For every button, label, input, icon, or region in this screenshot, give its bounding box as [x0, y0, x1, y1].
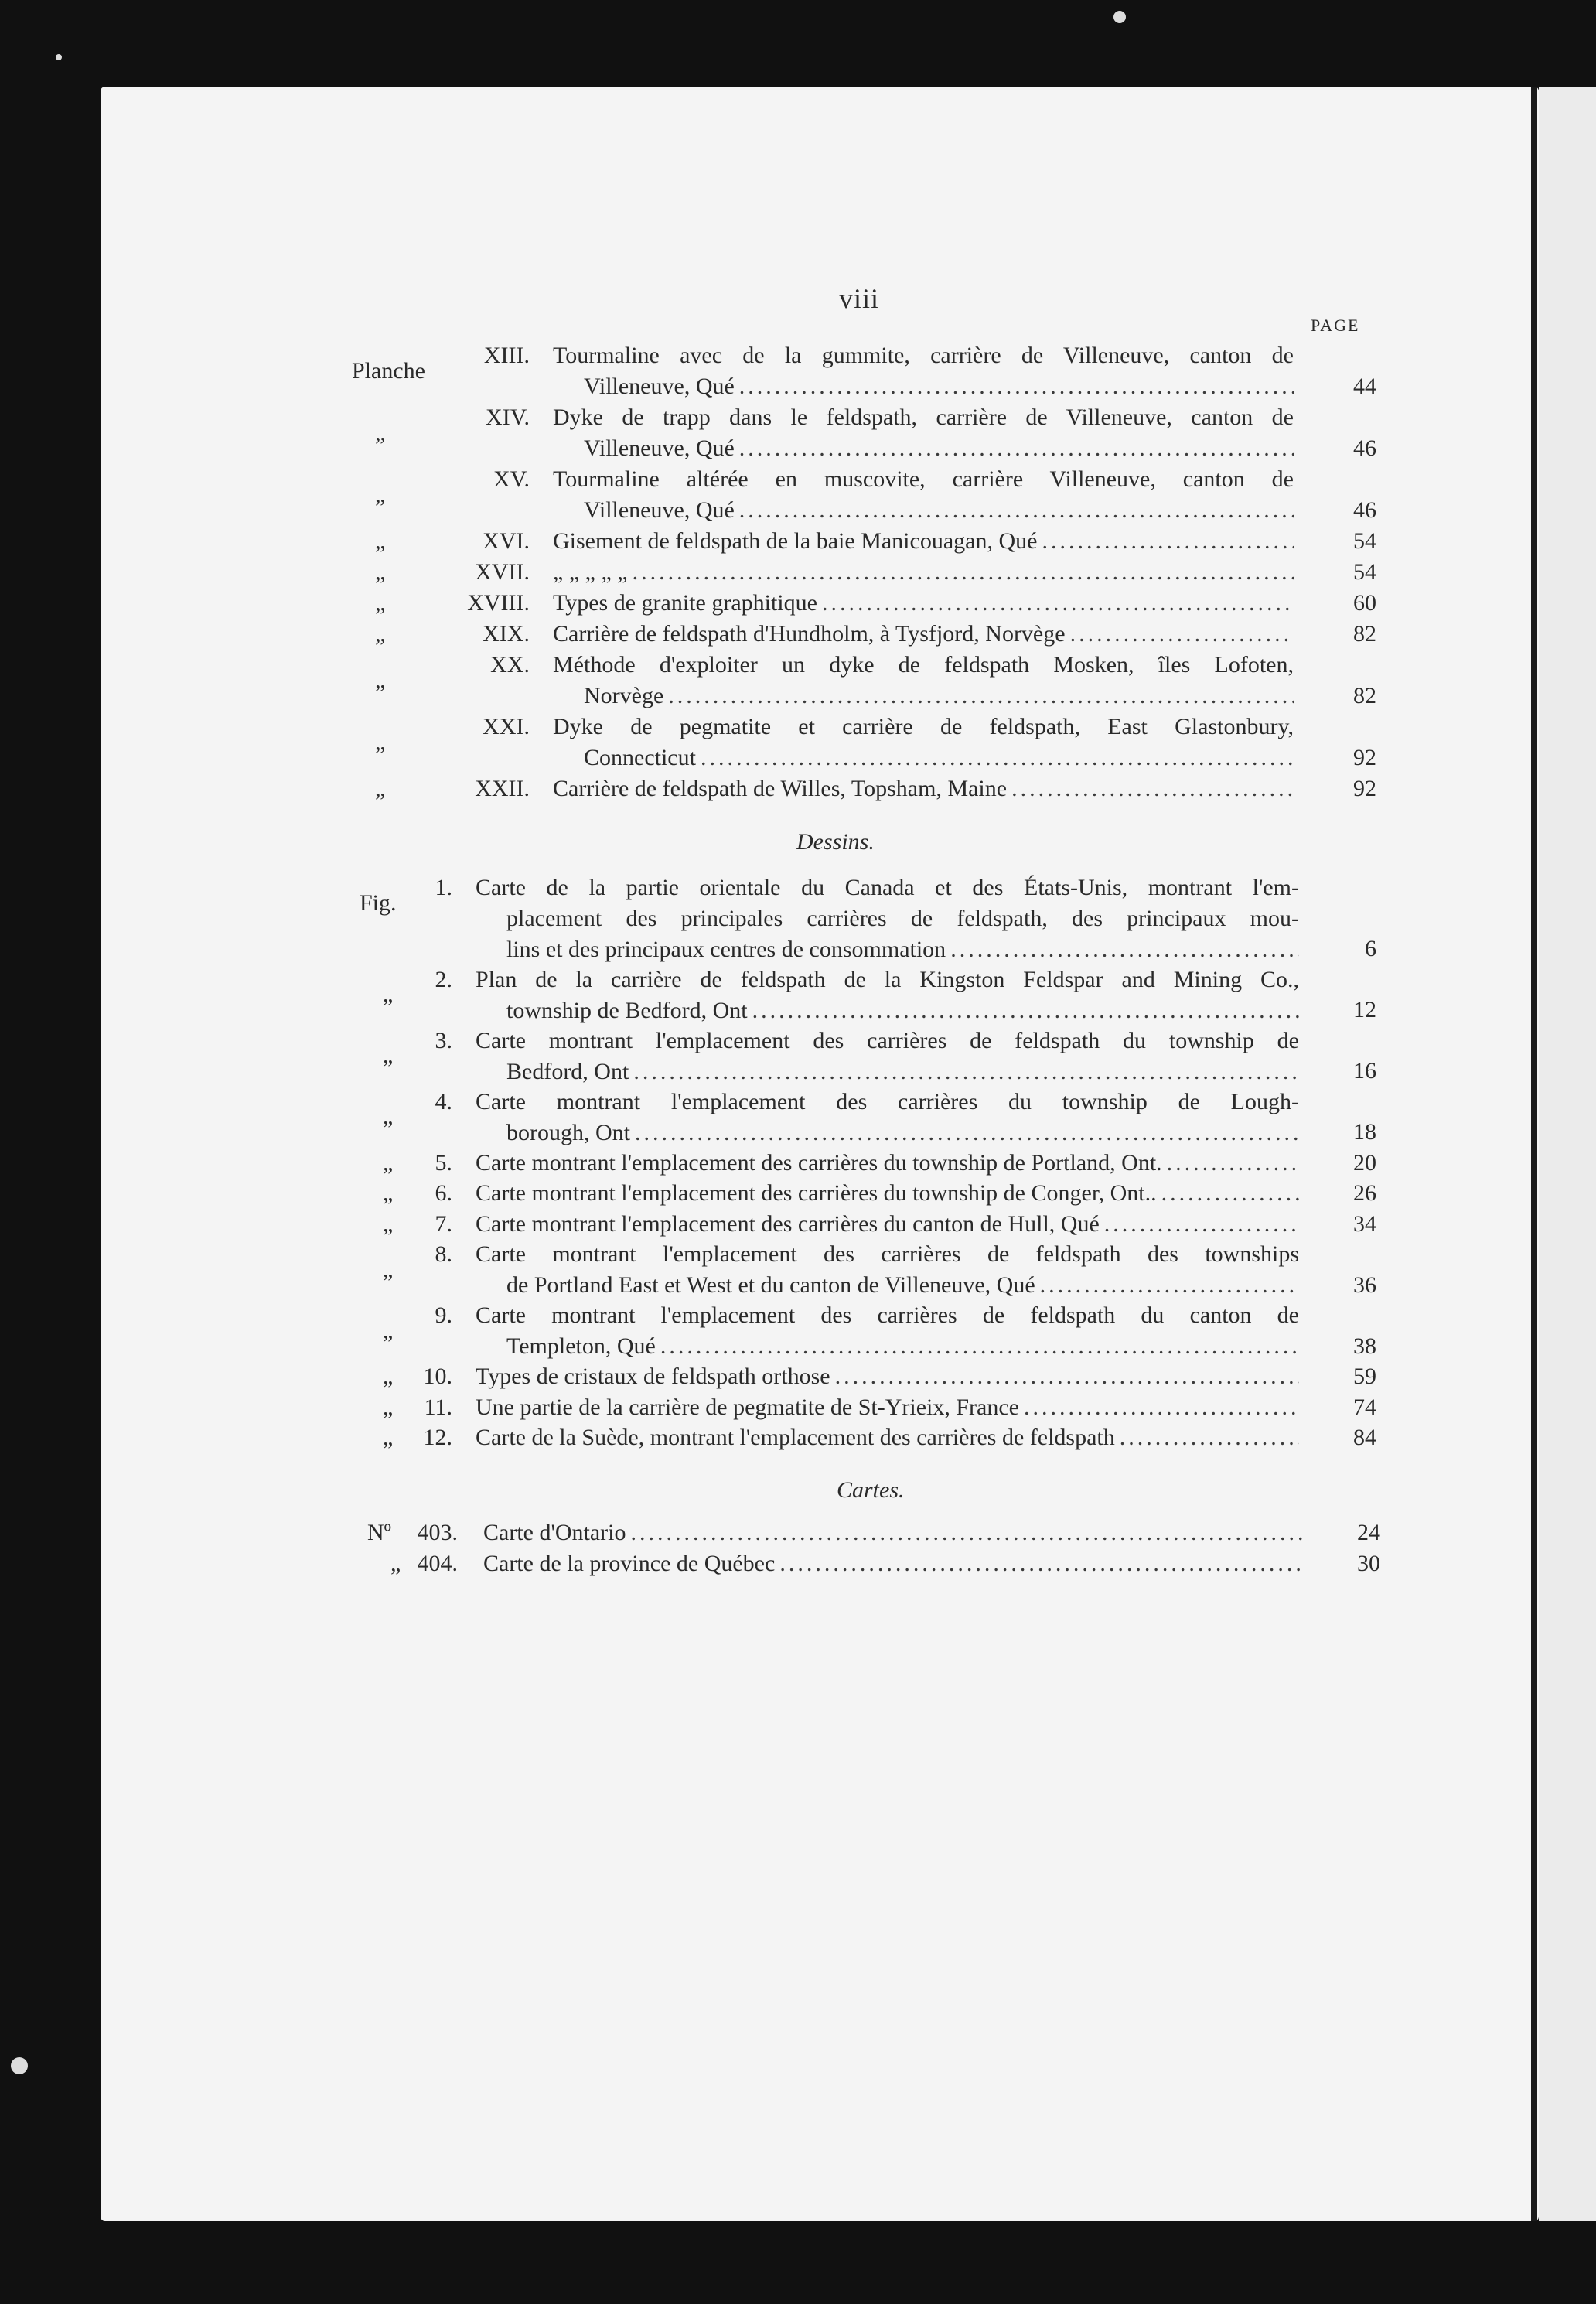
entry-title-text: Carte montrant l'emplacement des carrières du township de Portland, Ont. — [476, 1149, 1162, 1176]
entry-label: „ — [375, 590, 386, 616]
entry-number: 3. — [435, 1027, 452, 1053]
entry-label: „ — [375, 420, 386, 445]
entry-title-text: Tourmaline altérée en muscovite, carrière Villeneuve, canton de — [553, 466, 1294, 492]
entry-title-line — [476, 1361, 1299, 1392]
entry-title-text: Carte montrant l'emplacement des carrières de feldspath du township de — [476, 1027, 1299, 1053]
entry-title-line — [553, 402, 1294, 433]
entry-label: „ — [375, 559, 386, 585]
toc-entry — [0, 1026, 1596, 1087]
entry-page-number: 46 — [1353, 435, 1376, 461]
entry-number: 5. — [435, 1149, 452, 1176]
entry-title-line — [553, 433, 1294, 464]
entry-title-line — [553, 712, 1294, 742]
entry-label: „ — [383, 1425, 394, 1450]
entry-title-line — [553, 495, 1294, 526]
entry-title-line — [476, 934, 1299, 965]
dot-leader — [1037, 526, 1294, 557]
toc-entry — [0, 1361, 1596, 1392]
entry-title-line — [476, 903, 1299, 934]
dot-leader — [1100, 1209, 1299, 1240]
toc-entry — [0, 1517, 1596, 1548]
entry-title-text: Connecticut — [584, 745, 696, 770]
entry-title-text: de Portland East et West et du canton de Villeneuve, Qué — [506, 1272, 1035, 1298]
toc-entry — [0, 464, 1596, 526]
entry-title-text: borough, Ont — [506, 1119, 630, 1145]
entry-title-text: Norvège — [584, 683, 664, 708]
entry-title — [476, 1239, 1299, 1301]
entry-title-line — [476, 1270, 1299, 1301]
entry-number: 8. — [435, 1241, 452, 1267]
dot-leader — [663, 681, 1294, 712]
entry-title-line — [553, 742, 1294, 773]
dot-leader — [1115, 1422, 1299, 1453]
entry-title-text: Une partie de la carrière de pegmatite de St-Yrieix, France — [476, 1394, 1019, 1420]
entry-title-text: Tourmaline avec de la gummite, carrière de Villeneuve, canton de — [553, 343, 1294, 368]
dot-leader — [630, 1118, 1299, 1149]
entry-number: 404. — [417, 1551, 458, 1576]
entry-page-number: 30 — [1357, 1551, 1380, 1576]
toc-entry — [0, 526, 1596, 557]
entry-title-line — [553, 773, 1294, 804]
entry-title-line — [553, 619, 1294, 650]
entry-title-text: Carrière de feldspath de Willes, Topsham, Maine — [553, 776, 1008, 801]
entry-number: 4. — [435, 1088, 452, 1114]
entry-title — [476, 1178, 1299, 1209]
entry-number: 403. — [417, 1520, 458, 1545]
entry-number: 11. — [424, 1394, 452, 1420]
entry-title-text: lins et des principaux centres de consommation — [506, 937, 946, 962]
entry-title — [553, 712, 1294, 773]
entry-page-number: 16 — [1353, 1058, 1376, 1084]
toc-entry — [0, 773, 1596, 804]
entry-label: „ — [383, 1180, 394, 1206]
entry-label: „ — [375, 621, 386, 647]
entry-number: 7. — [435, 1210, 452, 1237]
dot-leader — [748, 995, 1299, 1026]
entry-page-number: 20 — [1353, 1149, 1376, 1176]
entry-number: XXII. — [475, 776, 530, 801]
dot-leader — [656, 1331, 1299, 1362]
entry-label: „ — [383, 981, 394, 1008]
entry-title-line — [476, 1300, 1299, 1331]
toc-entry — [0, 1087, 1596, 1148]
entry-page-number: 82 — [1353, 683, 1376, 708]
entry-number: XV. — [493, 466, 530, 492]
page-column-heading: PAGE — [1311, 316, 1360, 335]
toc-entry — [0, 1148, 1596, 1179]
dot-leader — [628, 557, 1294, 588]
entry-page-number: 59 — [1353, 1364, 1376, 1389]
toc-entry — [0, 712, 1596, 773]
entry-title-line — [553, 340, 1294, 371]
entry-page-number: 74 — [1353, 1394, 1376, 1420]
toc-entry — [0, 1392, 1596, 1423]
entry-number: 1. — [435, 875, 452, 900]
entry-page-number: 24 — [1357, 1520, 1380, 1545]
entry-number: 6. — [435, 1180, 452, 1206]
entry-title — [476, 1392, 1299, 1423]
entry-title-line — [483, 1517, 1303, 1548]
entry-page-number: 92 — [1353, 745, 1376, 770]
dot-leader — [817, 588, 1294, 619]
entry-label: „ — [390, 1551, 401, 1576]
entry-number: XIX. — [483, 621, 530, 647]
dot-leader — [735, 495, 1294, 526]
entry-title-line — [476, 1392, 1299, 1423]
toc-entry — [0, 1300, 1596, 1361]
entry-page-number: 34 — [1353, 1210, 1376, 1237]
entry-title-line — [476, 1239, 1299, 1270]
entry-title-line — [476, 1026, 1299, 1056]
entry-title-text: Carte montrant l'emplacement des carrières de feldspath du canton de — [476, 1302, 1299, 1328]
entry-title — [476, 1422, 1299, 1453]
entry-number: 10. — [423, 1364, 452, 1389]
entry-page-number: 54 — [1353, 528, 1376, 554]
entry-title-text: „ „ „ „ „ — [553, 559, 628, 585]
entry-title-text: Carte de la partie orientale du Canada et des États-Unis, montrant l'em- — [476, 875, 1299, 900]
entry-title — [553, 773, 1294, 804]
drawings-heading: Dessins. — [796, 829, 875, 855]
entry-label: „ — [383, 1104, 394, 1130]
entry-title — [483, 1548, 1303, 1579]
entry-title-text: Méthode d'exploiter un dyke de feldspath Mosken, îles Lofoten, — [553, 652, 1294, 678]
entry-title-line — [476, 1087, 1299, 1118]
entry-label: „ — [383, 1317, 394, 1343]
dot-leader — [1035, 1270, 1299, 1301]
entry-page-number: 82 — [1353, 621, 1376, 647]
dot-leader — [735, 371, 1294, 402]
entry-page-number: 12 — [1353, 997, 1376, 1022]
entry-number: XVII. — [475, 559, 530, 585]
entry-title — [553, 526, 1294, 557]
entry-label: „ — [375, 729, 386, 755]
entry-label: „ — [375, 776, 386, 801]
dot-leader — [1162, 1148, 1299, 1179]
entry-title-line — [476, 964, 1299, 995]
dot-leader — [1007, 773, 1294, 804]
entry-title-line — [476, 1148, 1299, 1179]
entry-title-line — [553, 650, 1294, 681]
entry-title-text: placement des principales carrières de feldspath, des principaux mou- — [506, 906, 1299, 931]
entry-title-text: Villeneuve, Qué — [584, 435, 735, 461]
entry-title — [553, 557, 1294, 588]
dot-leader — [1157, 1178, 1299, 1209]
entry-page-number: 46 — [1353, 497, 1376, 523]
dot-leader — [1019, 1392, 1299, 1423]
entry-title-line — [553, 557, 1294, 588]
entry-title-text: Carte de la province de Québec — [483, 1551, 776, 1576]
entry-title-text: Carte montrant l'emplacement des carrières de feldspath des townships — [476, 1241, 1299, 1267]
entry-label: Planche — [352, 358, 425, 384]
entry-label: „ — [383, 1210, 394, 1237]
toc-entry — [0, 1239, 1596, 1300]
entry-title-line — [476, 995, 1299, 1026]
entry-title-line — [476, 1209, 1299, 1240]
toc-entry — [0, 619, 1596, 650]
entry-title-text: Carte de la Suède, montrant l'emplacement des carrières de feldspath — [476, 1425, 1115, 1450]
entry-title-text: Types de granite graphitique — [553, 590, 817, 616]
entry-title-line — [476, 1118, 1299, 1149]
toc-entry — [0, 588, 1596, 619]
entry-page-number: 60 — [1353, 590, 1376, 616]
page-number: viii — [839, 283, 880, 314]
entry-title — [483, 1517, 1303, 1548]
entry-title-line — [553, 526, 1294, 557]
entry-page-number: 36 — [1353, 1271, 1376, 1298]
dot-leader — [629, 1056, 1299, 1087]
toc-entry — [0, 650, 1596, 712]
entry-title-text: Villeneuve, Qué — [584, 374, 735, 399]
toc-entry — [0, 1548, 1596, 1579]
toc-entry — [0, 1178, 1596, 1209]
entry-title — [553, 588, 1294, 619]
toc-entry — [0, 964, 1596, 1026]
dot-leader — [830, 1361, 1299, 1392]
entry-title — [553, 619, 1294, 650]
entry-title-line — [553, 588, 1294, 619]
entry-number: XVIII. — [467, 590, 530, 616]
toc-entry — [0, 340, 1596, 402]
entry-label: „ — [383, 1149, 394, 1176]
entry-page-number: 18 — [1353, 1119, 1376, 1145]
entry-title — [553, 402, 1294, 464]
entry-number: 12. — [423, 1425, 452, 1450]
dot-leader — [1066, 619, 1294, 650]
entry-label: „ — [383, 1364, 394, 1389]
entry-title-text: Templeton, Qué — [506, 1333, 656, 1359]
entry-label: „ — [375, 528, 386, 554]
entry-label: „ — [375, 482, 386, 507]
entry-number: 2. — [435, 966, 452, 992]
entry-title — [476, 1026, 1299, 1087]
entry-title-text: Carte d'Ontario — [483, 1520, 626, 1545]
entry-title-text: Carrière de feldspath d'Hundholm, à Tysfjord, Norvège — [553, 621, 1066, 647]
entry-page-number: 38 — [1353, 1333, 1376, 1359]
entry-label: „ — [383, 1394, 394, 1420]
entry-label: Fig. — [360, 889, 397, 916]
entry-number: XX. — [490, 652, 530, 678]
entry-title-text: Dyke de pegmatite et carrière de feldspath, East Glastonbury, — [553, 714, 1294, 739]
entry-title-text: Carte montrant l'emplacement des carrières du township de Conger, Ont.. — [476, 1180, 1157, 1206]
entry-title-line — [476, 1178, 1299, 1209]
entry-page-number: 84 — [1353, 1425, 1376, 1450]
toc-entry — [0, 557, 1596, 588]
entry-title-line — [476, 872, 1299, 903]
toc-entry — [0, 872, 1596, 964]
entry-title — [476, 1087, 1299, 1149]
entry-title-line — [553, 464, 1294, 495]
dot-leader — [775, 1548, 1303, 1579]
entry-title — [476, 964, 1299, 1026]
toc-entry — [0, 1209, 1596, 1240]
entry-title — [553, 464, 1294, 526]
maps-heading: Cartes. — [837, 1477, 905, 1503]
entry-title-text: Plan de la carrière de feldspath de la Kingston Feldspar and Mining Co., — [476, 966, 1299, 992]
toc-entry — [0, 402, 1596, 464]
entry-title-text: Bedford, Ont — [506, 1058, 629, 1084]
entry-page-number: 6 — [1365, 936, 1376, 961]
entry-title-line — [483, 1548, 1303, 1579]
entry-title-line — [476, 1331, 1299, 1362]
entry-number: XVI. — [483, 528, 530, 554]
entry-label: Nº — [367, 1520, 391, 1545]
entry-title-line — [553, 371, 1294, 402]
entry-page-number: 92 — [1353, 776, 1376, 801]
dot-leader — [696, 742, 1294, 773]
entry-title-text: Types de cristaux de feldspath orthose — [476, 1364, 830, 1389]
entry-title-text: Carte montrant l'emplacement des carrières du canton de Hull, Qué — [476, 1210, 1100, 1237]
dot-leader — [735, 433, 1294, 464]
entry-label: „ — [375, 667, 386, 693]
toc-entry — [0, 1422, 1596, 1453]
entry-page-number: 26 — [1353, 1180, 1376, 1206]
entry-title — [476, 1209, 1299, 1240]
entry-number: XIV. — [486, 404, 530, 430]
entry-title-line — [476, 1056, 1299, 1087]
entry-title — [476, 872, 1299, 965]
entry-label: „ — [383, 1256, 394, 1282]
dot-leader — [626, 1517, 1303, 1548]
entry-title-text: Carte montrant l'emplacement des carrières du township de Lough- — [476, 1088, 1299, 1114]
dot-leader — [946, 934, 1299, 965]
entry-title — [476, 1300, 1299, 1362]
entry-title-text: Dyke de trapp dans le feldspath, carrière de Villeneuve, canton de — [553, 404, 1294, 430]
entry-label: „ — [383, 1043, 394, 1069]
entry-title-text: Villeneuve, Qué — [584, 497, 735, 523]
entry-title-text: Gisement de feldspath de la baie Manicouagan, Qué — [553, 528, 1038, 554]
entry-title-line — [476, 1422, 1299, 1453]
entry-title — [476, 1148, 1299, 1179]
entry-page-number: 54 — [1353, 559, 1376, 585]
entry-number: XXI. — [483, 714, 530, 739]
entry-title-text: township de Bedford, Ont — [506, 997, 748, 1023]
entry-title-line — [553, 681, 1294, 712]
entry-number: 9. — [435, 1302, 452, 1328]
entry-title — [553, 650, 1294, 712]
entry-title — [553, 340, 1294, 402]
entry-title — [476, 1361, 1299, 1392]
entry-page-number: 44 — [1353, 374, 1376, 399]
entry-number: XIII. — [483, 343, 530, 368]
